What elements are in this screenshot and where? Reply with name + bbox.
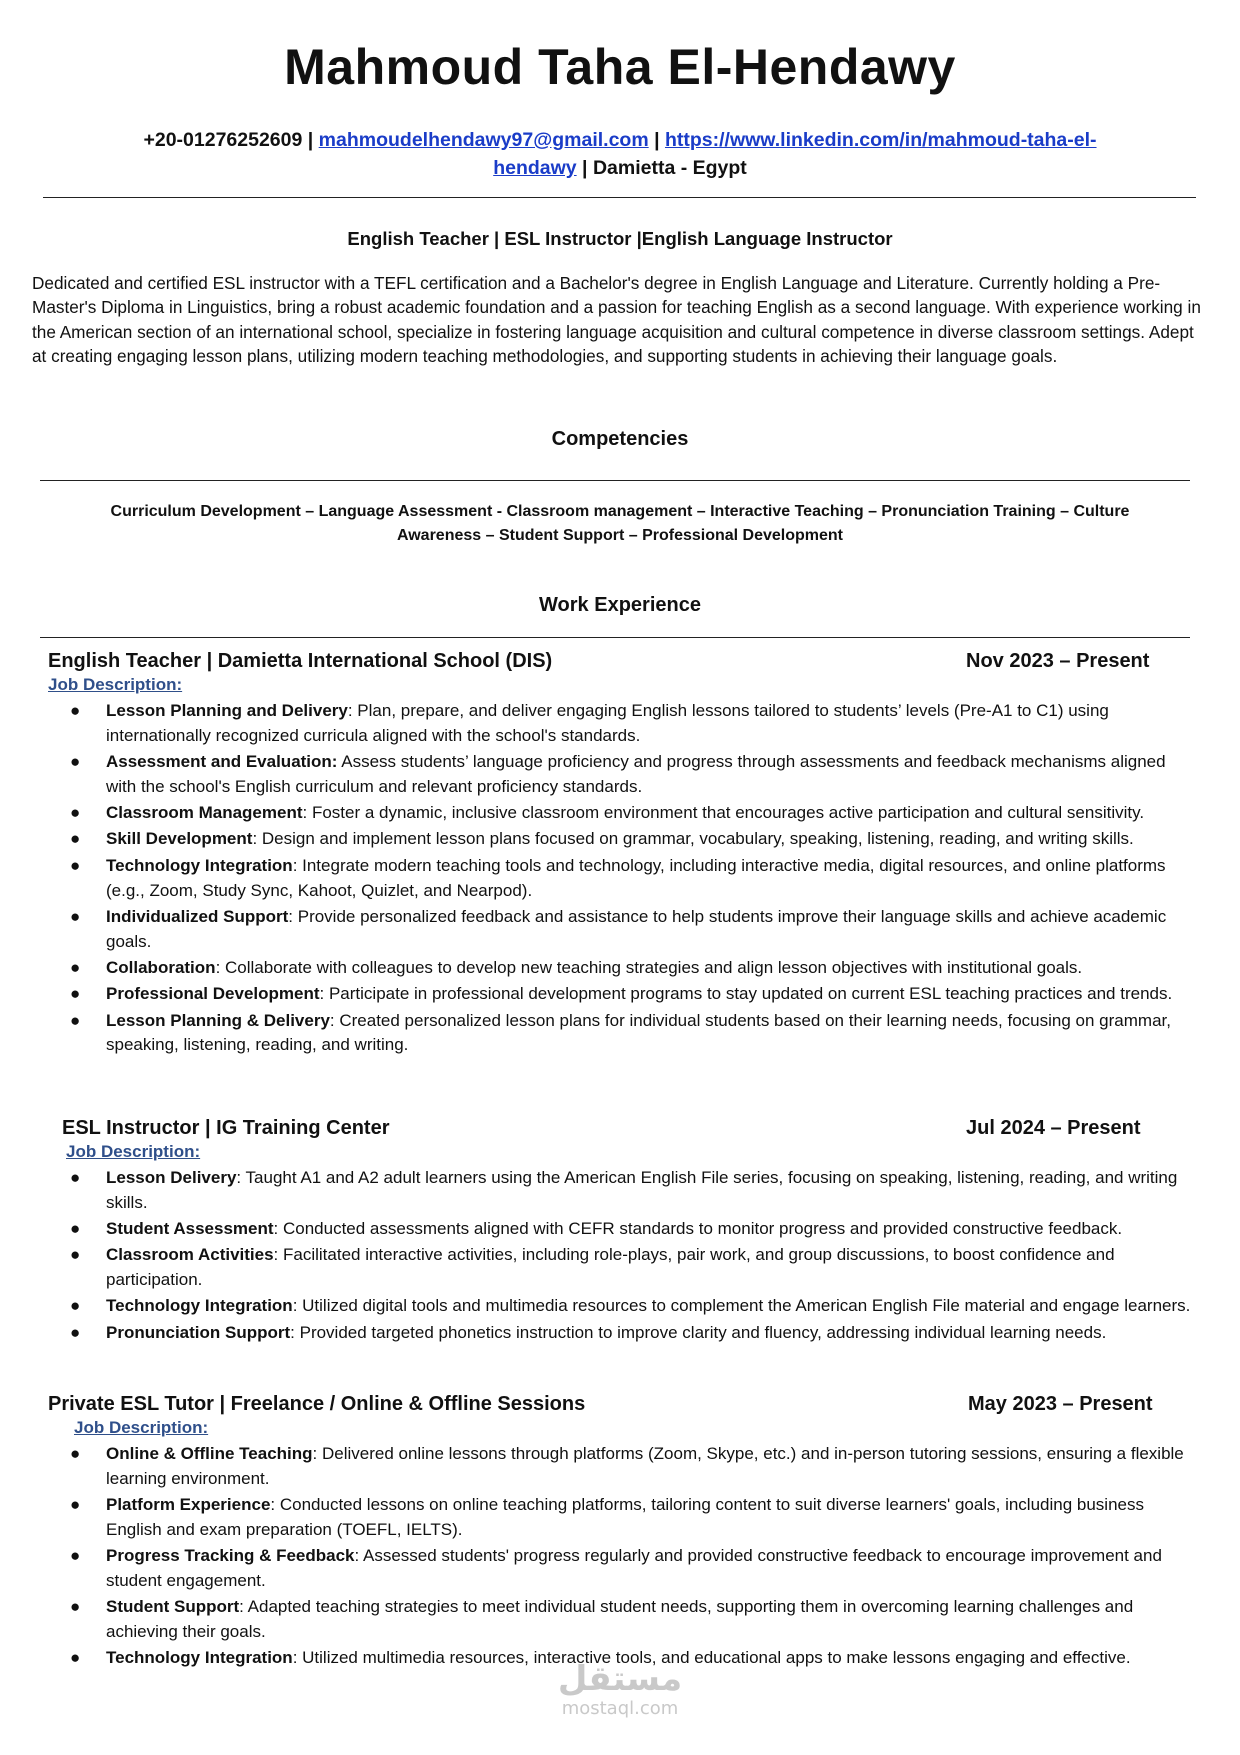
bullet-label: Pronunciation Support <box>106 1322 291 1342</box>
bullet-icon: ● <box>70 855 81 875</box>
competencies-heading: Competencies <box>551 428 689 450</box>
header-divider <box>43 197 1196 198</box>
list-item <box>62 1166 1192 1216</box>
job-title: English Teacher | Damietta International School (DIS) <box>48 650 553 672</box>
bullet-label: Collaboration <box>106 957 216 977</box>
list-item <box>62 750 1192 800</box>
candidate-name: Mahmoud Taha El-Hendawy <box>284 39 956 95</box>
bullet-icon: ● <box>70 803 81 823</box>
contact-separator: | <box>582 157 588 179</box>
bullet-icon: ● <box>70 1010 81 1030</box>
bullet-icon: ● <box>70 1495 81 1515</box>
competencies-divider <box>40 480 1190 481</box>
bullet-label: Assessment and Evaluation: <box>106 752 338 772</box>
bullet-label: Lesson Planning and Delivery <box>106 701 348 720</box>
location: Damietta - Egypt <box>592 157 747 179</box>
bullet-text: : Conducted lessons on online teaching platforms, tailoring content to suit diverse learners' goals, including business English and exam preparation (TOEFL, IELTS). <box>106 1495 1144 1539</box>
mostaql-watermark <box>540 1660 700 1720</box>
bullet-label: Technology Integration <box>106 855 293 875</box>
job-bullet-list <box>62 1166 1192 1347</box>
job-description-label: Job Description: <box>74 1418 209 1437</box>
bullet-text: : Integrate modern teaching tools and technology, including interactive media, digital resources, and online platforms (e.g., Zoom, Study Sync, Kahoot, Quizlet, and Nearpod). <box>106 855 1166 900</box>
bullet-text: : Collaborate with colleagues to develop new teaching strategies and align lesson objectives with institutional goals. <box>215 957 1083 977</box>
bullet-icon: ● <box>70 1245 81 1265</box>
bullet-label: Individualized Support <box>106 906 289 926</box>
linkedin-link-continued[interactable]: hendawy <box>493 157 577 179</box>
list-item <box>62 1243 1192 1293</box>
bullet-text: : Provided targeted phonetics instruction to improve clarity and fluency, addressing individual learning needs. <box>290 1322 1107 1342</box>
bullet-text: : Facilitated interactive activities, including role-plays, pair work, and group discussions, to boost confidence and participation. <box>106 1245 1115 1290</box>
list-item <box>62 1294 1192 1319</box>
bullet-icon: ● <box>70 1444 81 1463</box>
bullet-icon: ● <box>70 957 81 977</box>
contact-separator: | <box>654 129 660 151</box>
phone-number: +20-01276252609 <box>143 129 303 151</box>
watermark-arabic: مستقل <box>557 1659 683 1699</box>
bullet-icon: ● <box>70 1168 81 1187</box>
bullet-text: : Utilized digital tools and multimedia resources to complement the American English File material and engage learners. <box>292 1296 1191 1316</box>
work-experience-divider <box>40 637 1190 638</box>
professional-summary: Dedicated and certified ESL instructor with a TEFL certification and a Bachelor's degree in English Language and Literature. Currently holding a Pre-Master's Diploma in Linguistics, bring a robust academic foundation and a passion for teaching English as a second language. With experience working in the American section of an international school, specialize in fostering language acquisition and cultural competence in diverse classroom settings. Adept at creating engaging lesson plans, utilizing modern teaching methodologies, and supporting students in achieving their language goals. <box>32 273 1201 366</box>
professional-headline: English Teacher | ESL Instructor |English Language Instructor <box>347 228 893 249</box>
bullet-icon: ● <box>70 752 81 772</box>
list-item <box>62 1217 1192 1242</box>
list-item <box>62 956 1192 981</box>
job-dates: Nov 2023 – Present <box>966 650 1150 672</box>
bullet-text: : Assessed students' progress regularly and provided constructive feedback to encourage improvement and student engagement. <box>106 1546 1162 1590</box>
work-experience-heading: Work Experience <box>539 594 701 616</box>
bullet-text: Assess students’ language proficiency and progress through assessments and feedback mechanisms aligned with the school's English curriculum and relevant proficiency standards. <box>106 752 1166 796</box>
list-item <box>62 699 1192 749</box>
bullet-icon: ● <box>70 701 81 720</box>
bullet-text: : Provide personalized feedback and assistance to help students improve their language skills and achieve academic goals. <box>106 906 1167 951</box>
bullet-label: Student Support <box>106 1597 240 1617</box>
watermark-latin: mostaql.com <box>561 1698 679 1719</box>
bullet-text: : Taught A1 and A2 adult learners using the American English File series, focusing on speaking, listening, reading, and writing skills. <box>106 1168 1178 1212</box>
bullet-text: : Conducted assessments aligned with CEFR standards to monitor progress and provided constructive feedback. <box>273 1219 1123 1239</box>
job-bullet-list <box>62 699 1192 1060</box>
list-item <box>62 1009 1192 1059</box>
bullet-icon: ● <box>70 1219 81 1239</box>
job-dates: May 2023 – Present <box>968 1393 1153 1415</box>
bullet-icon: ● <box>70 1546 81 1566</box>
job-title: Private ESL Tutor | Freelance / Online & Offline Sessions <box>48 1393 586 1415</box>
contact-line <box>120 126 1120 182</box>
bullet-label: Platform Experience <box>106 1495 271 1515</box>
job-description-label: Job Description: <box>48 675 183 694</box>
bullet-icon: ● <box>70 1296 81 1316</box>
job-dates: Jul 2024 – Present <box>966 1117 1141 1139</box>
list-item <box>62 827 1192 852</box>
bullet-label: Classroom Activities <box>106 1245 274 1265</box>
job-bullet-list <box>62 1442 1192 1673</box>
list-item <box>62 1493 1192 1543</box>
bullet-label: Student Assessment <box>106 1219 274 1239</box>
bullet-icon: ● <box>70 1648 81 1668</box>
email-link[interactable]: mahmoudelhendawy97@gmail.com <box>318 129 649 151</box>
bullet-label: Technology Integration <box>106 1296 293 1316</box>
bullet-icon: ● <box>70 1322 81 1342</box>
bullet-label: Online & Offline Teaching <box>106 1444 313 1463</box>
bullet-text: : Plan, prepare, and deliver engaging English lessons tailored to students’ levels (Pre-A1 to C1) using internationally recognized curricula aligned with the school's standards. <box>106 701 1109 745</box>
bullet-icon: ● <box>70 829 81 849</box>
bullet-text: : Created personalized lesson plans for individual students based on their learning needs, focusing on grammar, speaking, listening, reading, and writing. <box>106 1010 1171 1055</box>
list-item <box>62 905 1192 955</box>
list-item <box>62 1321 1192 1346</box>
bullet-label: Skill Development <box>106 829 253 849</box>
bullet-text: : Foster a dynamic, inclusive classroom environment that encourages active participation and cultural sensitivity. <box>302 803 1145 823</box>
bullet-label: Lesson Delivery <box>106 1168 237 1187</box>
bullet-text: : Delivered online lessons through platforms (Zoom, Skype, etc.) and in-person tutoring sessions, ensuring a flexible learning environment. <box>106 1444 1184 1488</box>
bullet-label: Classroom Management <box>106 803 303 823</box>
list-item <box>62 854 1192 904</box>
bullet-label: Progress Tracking & Feedback <box>106 1546 355 1566</box>
contact-separator: | <box>307 129 314 151</box>
bullet-label: Lesson Planning & Delivery <box>106 1010 330 1030</box>
job-description-label: Job Description: <box>66 1142 201 1161</box>
bullet-text: : Utilized multimedia resources, interactive tools, and educational apps to make lessons engaging and effective. <box>292 1648 1131 1668</box>
bullet-text: : Participate in professional development programs to stay updated on current ESL teaching practices and trends. <box>319 984 1173 1004</box>
bullet-icon: ● <box>70 906 81 926</box>
list-item <box>62 982 1192 1007</box>
linkedin-link[interactable]: https://www.linkedin.com/in/mahmoud-taha-el- <box>664 129 1097 151</box>
job-title: ESL Instructor | IG Training Center <box>62 1117 390 1139</box>
list-item <box>62 801 1192 826</box>
list-item <box>62 1544 1192 1594</box>
bullet-text: : Design and implement lesson plans focused on grammar, vocabulary, speaking, listening, reading, and writing skills. <box>252 829 1134 849</box>
competencies-list: Curriculum Development – Language Assessment - Classroom management – Interactive Teaching – Pronunciation Training – Culture Awareness – Student Support – Professional Development <box>110 503 1130 544</box>
list-item <box>62 1595 1192 1645</box>
bullet-icon: ● <box>70 1597 81 1617</box>
bullet-text: : Adapted teaching strategies to meet individual student needs, supporting them in overcoming learning challenges and achieving their goals. <box>106 1597 1134 1642</box>
list-item <box>62 1442 1192 1492</box>
bullet-label: Technology Integration <box>106 1648 293 1668</box>
bullet-label: Professional Development <box>106 984 320 1004</box>
bullet-icon: ● <box>70 984 81 1004</box>
